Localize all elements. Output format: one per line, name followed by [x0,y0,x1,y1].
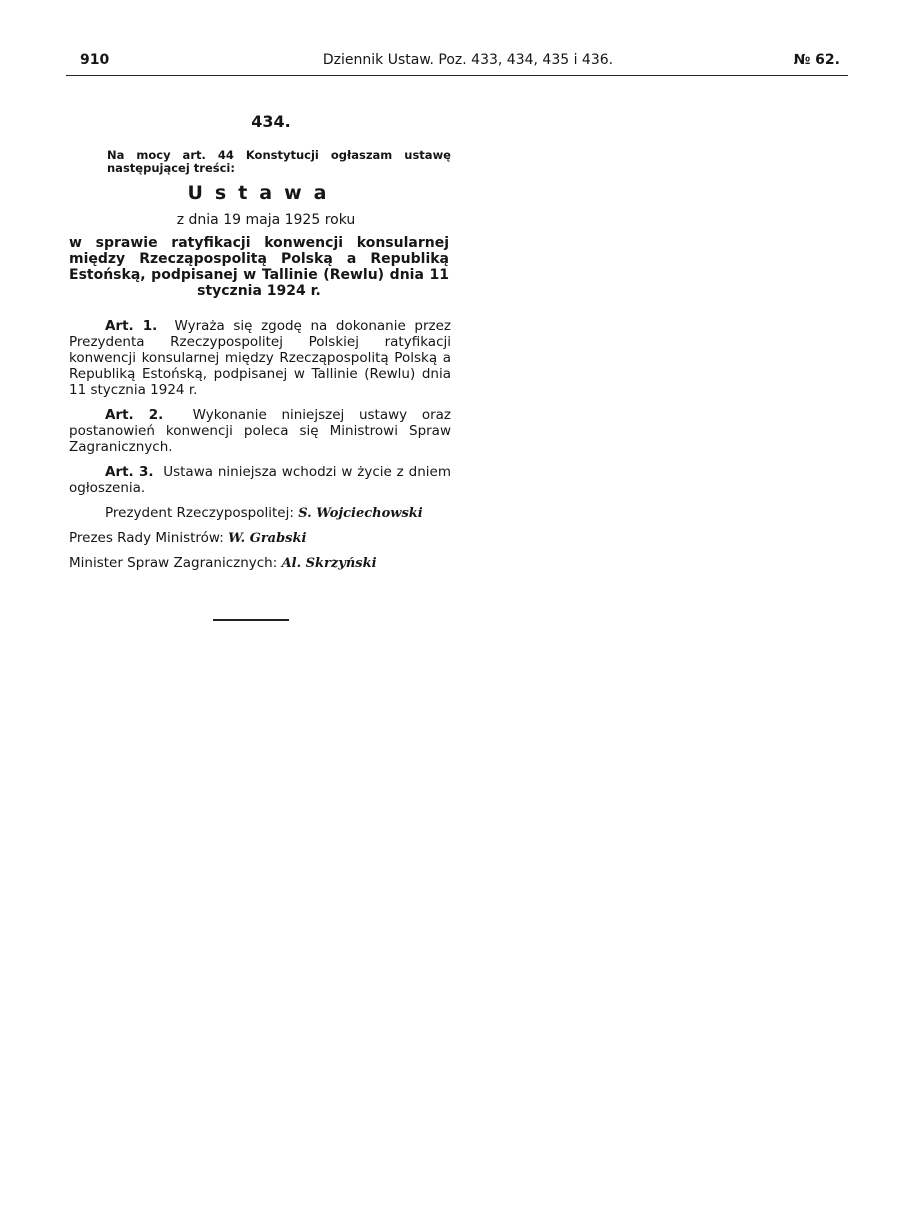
article-3 [69,464,451,496]
signature-role: Prezydent Rzeczypospolitej: [105,505,294,521]
signature-foreign-minister [69,555,451,572]
journal-title: Dziennik Ustaw. Poz. 433, 434, 435 i 436. [322,52,614,68]
signature-role: Minister Spraw Zagranicznych: [69,555,278,571]
article-text: Wyraża się zgodę na dokonanie przez Prezydenta Rzeczypospolitej Polskiej ratyfikacji konwencji konsularnej między Rzecząpospolitą Polską a Republiką Estońską, podpisanej w Tallinie (Rewlu) dnia 11 stycznia 1924 r. [69,318,451,398]
act-subject: w sprawie ratyfikacji konwencji konsularnej między Rzecząpospolitą Polską a Republiką Estońską, podpisanej w Tallinie (Rewlu) dnia 11 stycznia 1924 r. [69,235,449,299]
article-1 [69,318,451,398]
page-header [66,52,848,74]
article-label: Art. 3. [105,464,154,480]
item-number: 434. [251,112,291,131]
end-rule [213,619,289,621]
act-title: Ustawa [187,182,339,204]
signature-name: Al. Skrzyński [281,556,377,571]
document-column [69,112,451,580]
signature-president [69,505,451,522]
header-rule [66,75,848,76]
preamble: Na mocy art. 44 Konstytucji ogłaszam ustawę następującej treści: [107,148,451,175]
signature-name: W. Grabski [228,531,307,546]
signature-prime-minister [69,530,451,547]
issue-number: № 62. [793,52,840,68]
signature-name: S. Wojciechowski [298,506,423,521]
article-text: Wykonanie niniejszej ustawy oraz postanowień konwencji poleca się Ministrowi Spraw Zagranicznych. [69,407,451,455]
signature-role: Prezes Rady Ministrów: [69,530,224,546]
article-label: Art. 1. [105,318,158,334]
article-text: Ustawa niniejsza wchodzi w życie z dniem ogłoszenia. [69,464,451,496]
act-date: z dnia 19 maja 1925 roku [176,212,356,228]
page-number: 910 [80,52,110,68]
article-label: Art. 2. [105,407,164,423]
article-2 [69,407,451,455]
